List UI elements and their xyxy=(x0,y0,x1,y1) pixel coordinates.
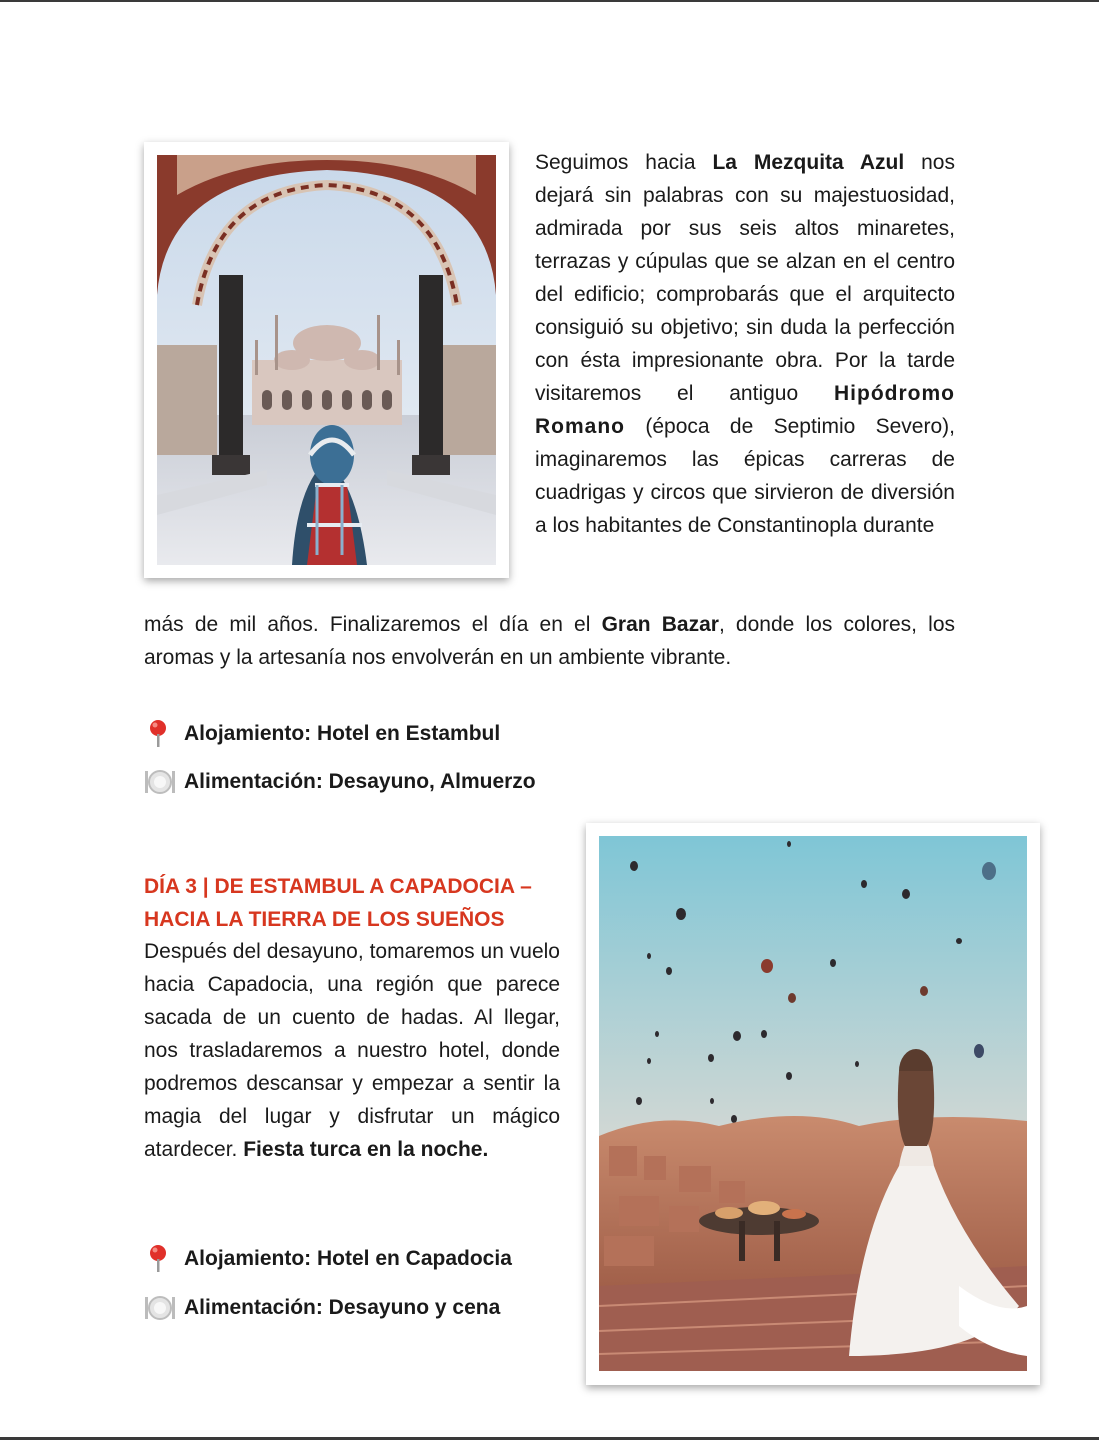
plate-icon xyxy=(144,1293,176,1323)
top-rule xyxy=(0,0,1099,2)
meals-line-day3: Alimentación: Desayuno y cena xyxy=(144,1293,500,1323)
paragraph-continuation: más de mil años. Finalizaremos el día en el Gran Bazar, donde los colores, los aromas y la artesanía nos envolverán en un ambiente vibrante. xyxy=(144,613,956,669)
plate-icon xyxy=(144,767,176,797)
pin-icon xyxy=(144,1244,176,1274)
paragraph-blue-mosque: Seguimos hacia La Mezquita Azul nos dejará sin palabras con su majestuosidad, admirada por sus seis altos minaretes, terrazas y cúpulas que se alzan en el centro del edificio; comprobarás que el arquitecto consiguió su objetivo; sin duda la perfección con ésta impresionante obra. Por la tarde visitaremos el antiguo Hipódromo Romano (época de Septimio Severo), imaginaremos las épicas carreras de cuadrigas y circos que sirvieron de diversión a los habitantes de Constantinopla durante xyxy=(535,151,955,537)
lodging-line-day3: Alojamiento: Hotel en Capadocia xyxy=(144,1244,512,1274)
blue-mosque-photo xyxy=(144,142,509,578)
lodging-line-day2: Alojamiento: Hotel en Estambul xyxy=(144,719,500,749)
day3-title: DÍA 3 | DE ESTAMBUL A CAPADOCIA – HACIA LA TIERRA DE LOS SUEÑOS xyxy=(144,875,532,931)
paragraph-day3: Después del desayuno, tomaremos un vuelo hacia Capadocia, una región que parece sacada de un cuento de hadas. Al llegar, nos trasladaremos a nuestro hotel, donde podremos descansar y empezar a sentir la magia del lugar y disfrutar un mágico atardecer. Fiesta turca en la noche. xyxy=(144,940,560,1161)
meals-line-day2: Alimentación: Desayuno, Almuerzo xyxy=(144,767,536,797)
mosque-name: La Mezquita Azul xyxy=(712,151,905,174)
hippodrome-name: Hipódromo Romano xyxy=(535,382,955,438)
pin-icon xyxy=(144,719,176,749)
cappadocia-photo xyxy=(586,823,1040,1385)
turkish-party: Fiesta turca en la noche. xyxy=(243,1138,489,1161)
grand-bazaar: Gran Bazar xyxy=(601,613,719,636)
